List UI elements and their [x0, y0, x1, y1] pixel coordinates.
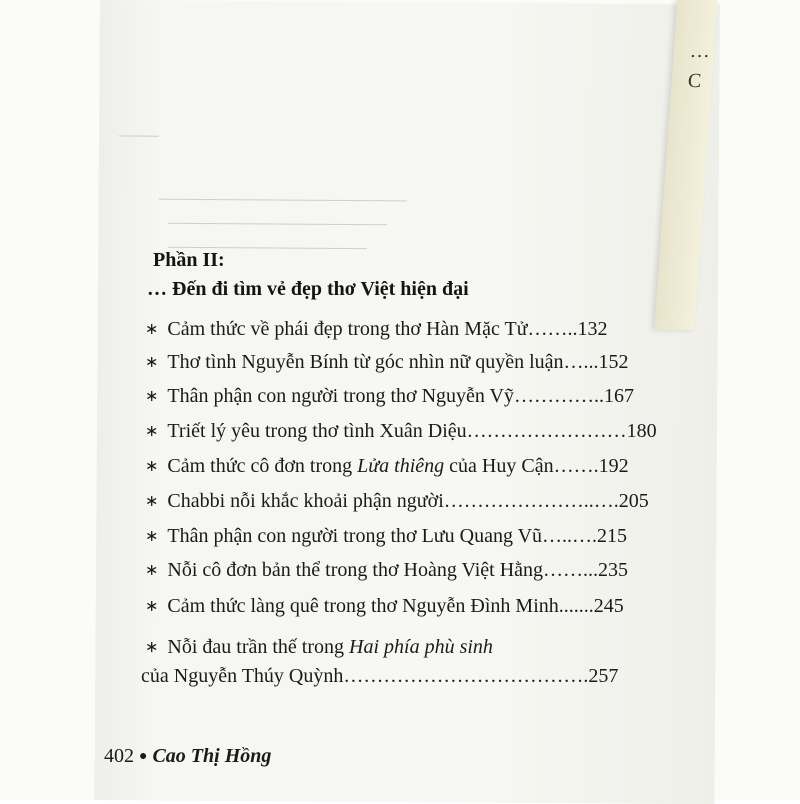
bleed-through-text: ──────────────────── — [168, 238, 367, 256]
leader-dots: ……. — [553, 455, 599, 477]
toc-entry — [145, 351, 629, 374]
leader-dots: ………….. — [513, 385, 604, 407]
next-page-glyph: C — [687, 70, 702, 92]
bullet-icon: ∗ — [145, 598, 159, 615]
toc-entry — [145, 525, 627, 548]
toc-entry — [145, 455, 629, 478]
entry-title: Cảm thức làng quê trong thơ Nguyễn Đình Minh — [167, 595, 559, 617]
footer-author: Cao Thị Hồng — [152, 745, 272, 767]
toc-entry — [145, 595, 624, 618]
bullet-icon: ∗ — [145, 639, 159, 656]
page-number: 192 — [598, 455, 629, 477]
toc-entry — [145, 636, 493, 659]
page-footer — [104, 745, 271, 768]
bullet-icon: ∗ — [145, 321, 159, 338]
entry-title-before: Nỗi đau trần thế trong — [167, 636, 350, 658]
page-number: 180 — [626, 420, 657, 442]
entry-title: Cảm thức về phái đẹp trong thơ Hàn Mặc Tử — [167, 318, 528, 340]
bleed-through-text: ──── — [119, 127, 159, 144]
page-number: 257 — [588, 665, 619, 687]
bullet-icon: ∗ — [145, 493, 159, 510]
page-number: 205 — [618, 490, 649, 512]
entry-title: Chabbi nỗi khắc khoải phận người — [167, 490, 444, 512]
entry-title: Triết lý yêu trong thơ tình Xuân Diệu — [167, 420, 467, 442]
bleed-through-text: ───────────────────────── — [158, 190, 407, 209]
leader-dots: …………………..…. — [443, 490, 619, 512]
footer-separator-icon: ● — [139, 749, 148, 764]
leader-dots: …….. — [527, 318, 578, 340]
page-number: 132 — [577, 318, 608, 340]
bullet-icon: ∗ — [145, 562, 159, 579]
leader-dots: ....... — [558, 595, 594, 617]
entry-title: Nỗi cô đơn bản thể trong thơ Hoàng Việt Hằng — [167, 559, 544, 581]
leader-dots: …………………… — [466, 420, 627, 442]
leader-dots: ………………………………. — [343, 665, 589, 687]
bullet-icon: ∗ — [145, 528, 159, 545]
bullet-icon: ∗ — [145, 458, 159, 475]
toc-entry — [145, 490, 649, 513]
bullet-icon: ∗ — [145, 423, 159, 440]
footer-page-number: 402 — [104, 745, 134, 767]
bullet-icon: ∗ — [145, 354, 159, 371]
section-title: Phần II: — [153, 249, 225, 271]
entry-title-before: Cảm thức cô đơn trong — [167, 455, 358, 477]
page-number: 235 — [598, 559, 629, 581]
toc-entry — [145, 420, 657, 443]
toc-entry-continuation — [141, 665, 618, 688]
bullet-icon: ∗ — [145, 388, 159, 405]
leader-dots: …..…. — [542, 525, 598, 547]
page-number: 167 — [603, 385, 634, 407]
toc-entry — [145, 385, 634, 408]
bleed-through-text: ────────────────────── — [168, 214, 387, 233]
entry-title-italic: Lửa thiêng — [357, 455, 445, 477]
page-number: 215 — [597, 525, 628, 547]
page-number: 245 — [593, 595, 624, 617]
entry-title-after: của Huy Cận — [444, 455, 554, 477]
next-page-glyph: … — [689, 40, 711, 62]
page-number: 152 — [598, 351, 629, 373]
entry-title-italic: Hai phía phù sinh — [349, 636, 493, 658]
toc-entry — [145, 318, 608, 341]
leader-dots: ……... — [543, 559, 599, 581]
entry-title: Thơ tình Nguyễn Bính từ góc nhìn nữ quyền luận — [167, 351, 564, 373]
section-subtitle: … Đến đi tìm vẻ đẹp thơ Việt hiện đại — [147, 278, 469, 300]
entry-title: Thân phận con người trong thơ Lưu Quang Vũ — [167, 525, 543, 547]
leader-dots: …... — [563, 351, 599, 373]
toc-entry — [145, 559, 628, 582]
entry-title-line2: của Nguyễn Thúy Quỳnh — [141, 665, 344, 687]
entry-title: Thân phận con người trong thơ Nguyễn Vỹ — [167, 385, 514, 407]
